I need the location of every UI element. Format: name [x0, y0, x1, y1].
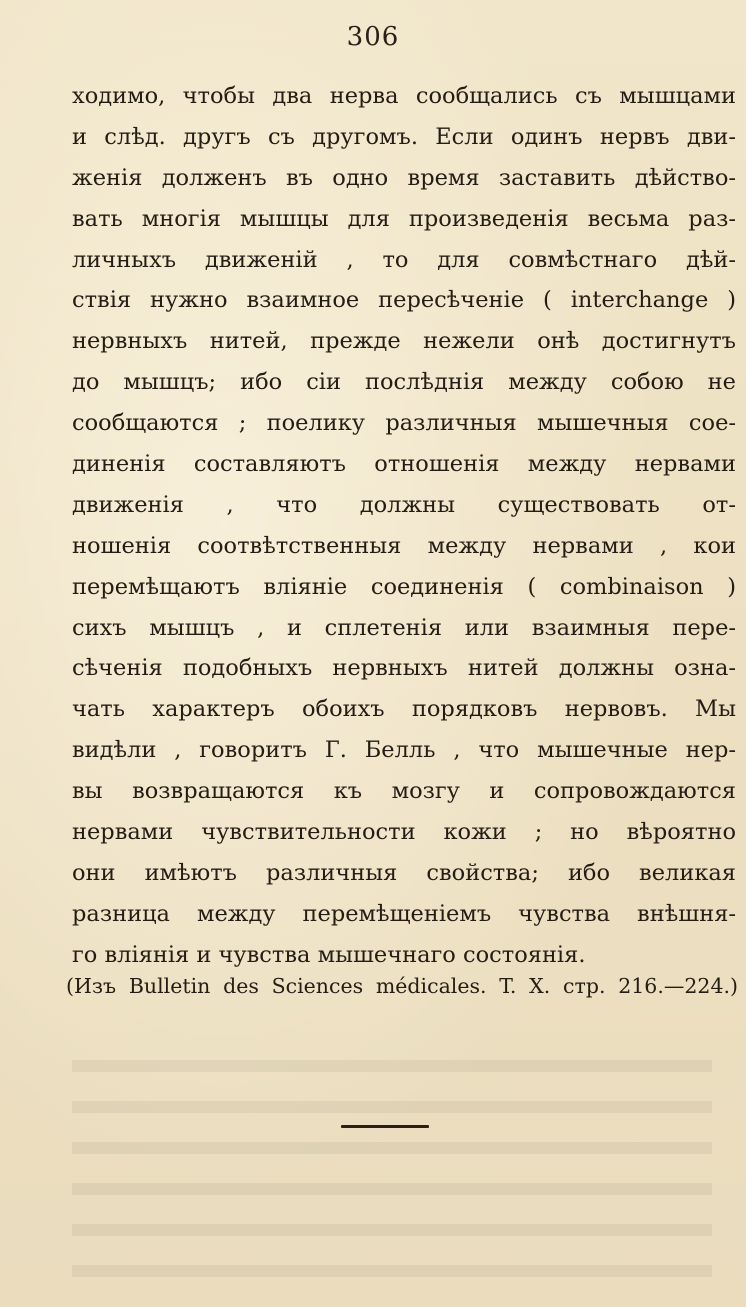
text-line: сообщаются ; поелику различныя мышечныя сое- [72, 410, 736, 437]
source-citation: (Изъ Bulletin des Sciences médicales. T. X. стр. 216.—224.) [66, 974, 738, 998]
text-line: ствія нужно взаимное пересѣченіе ( interchange ) [72, 287, 736, 314]
text-line: вать многія мышцы для произведенія весьма раз- [72, 205, 736, 232]
text-line: чать характеръ обоихъ порядковъ нервовъ. Мы [72, 696, 736, 723]
text-line: они имѣютъ различныя свойства; ибо великая [72, 859, 736, 886]
text-line: сѣченія подобныхъ нервныхъ нитей должны озна- [72, 655, 736, 682]
text-line: ношенія соотвѣтственныя между нервами , кои [72, 532, 736, 559]
text-line: личныхъ движеній , то для совмѣстнаго дѣй- [72, 246, 736, 273]
body-text [72, 76, 736, 976]
page-number: 306 [346, 22, 400, 52]
text-line: диненія составляютъ отношенія между нервами [72, 451, 736, 478]
text-line: ходимо, чтобы два нерва сообщались съ мышцами [72, 83, 736, 109]
text-line: и слѣд. другъ съ другомъ. Если одинъ нервъ дви- [72, 123, 736, 150]
text-line: до мышцъ; ибо сіи послѣднія между собою не [72, 369, 736, 396]
text-line: нервныхъ нитей, прежде нежели онѣ достигнутъ [72, 328, 736, 355]
text-line: разница между перемѣщеніемъ чувства внѣшня- [72, 900, 736, 927]
section-divider [341, 1125, 429, 1128]
text-line: видѣли , говоритъ Г. Белль , что мышечные нер- [72, 737, 736, 764]
text-line: движенія , что должны существовать от- [72, 491, 736, 518]
show-through-shadow [72, 1060, 712, 1280]
text-line: нервами чувствительности кожи ; но вѣроятно [72, 819, 736, 846]
text-line: перемѣщаютъ вліяніе соединенія ( combinaison ) [72, 573, 736, 600]
text-line: го вліянія и чувства мышечнаго состоянія. [72, 941, 586, 968]
text-line: сихъ мышцъ , и сплетенія или взаимныя пере- [72, 614, 736, 641]
text-line: женія долженъ въ одно время заставить дѣйство- [72, 164, 736, 191]
text-line: вы возвращаются къ мозгу и сопровождаются [72, 778, 736, 805]
